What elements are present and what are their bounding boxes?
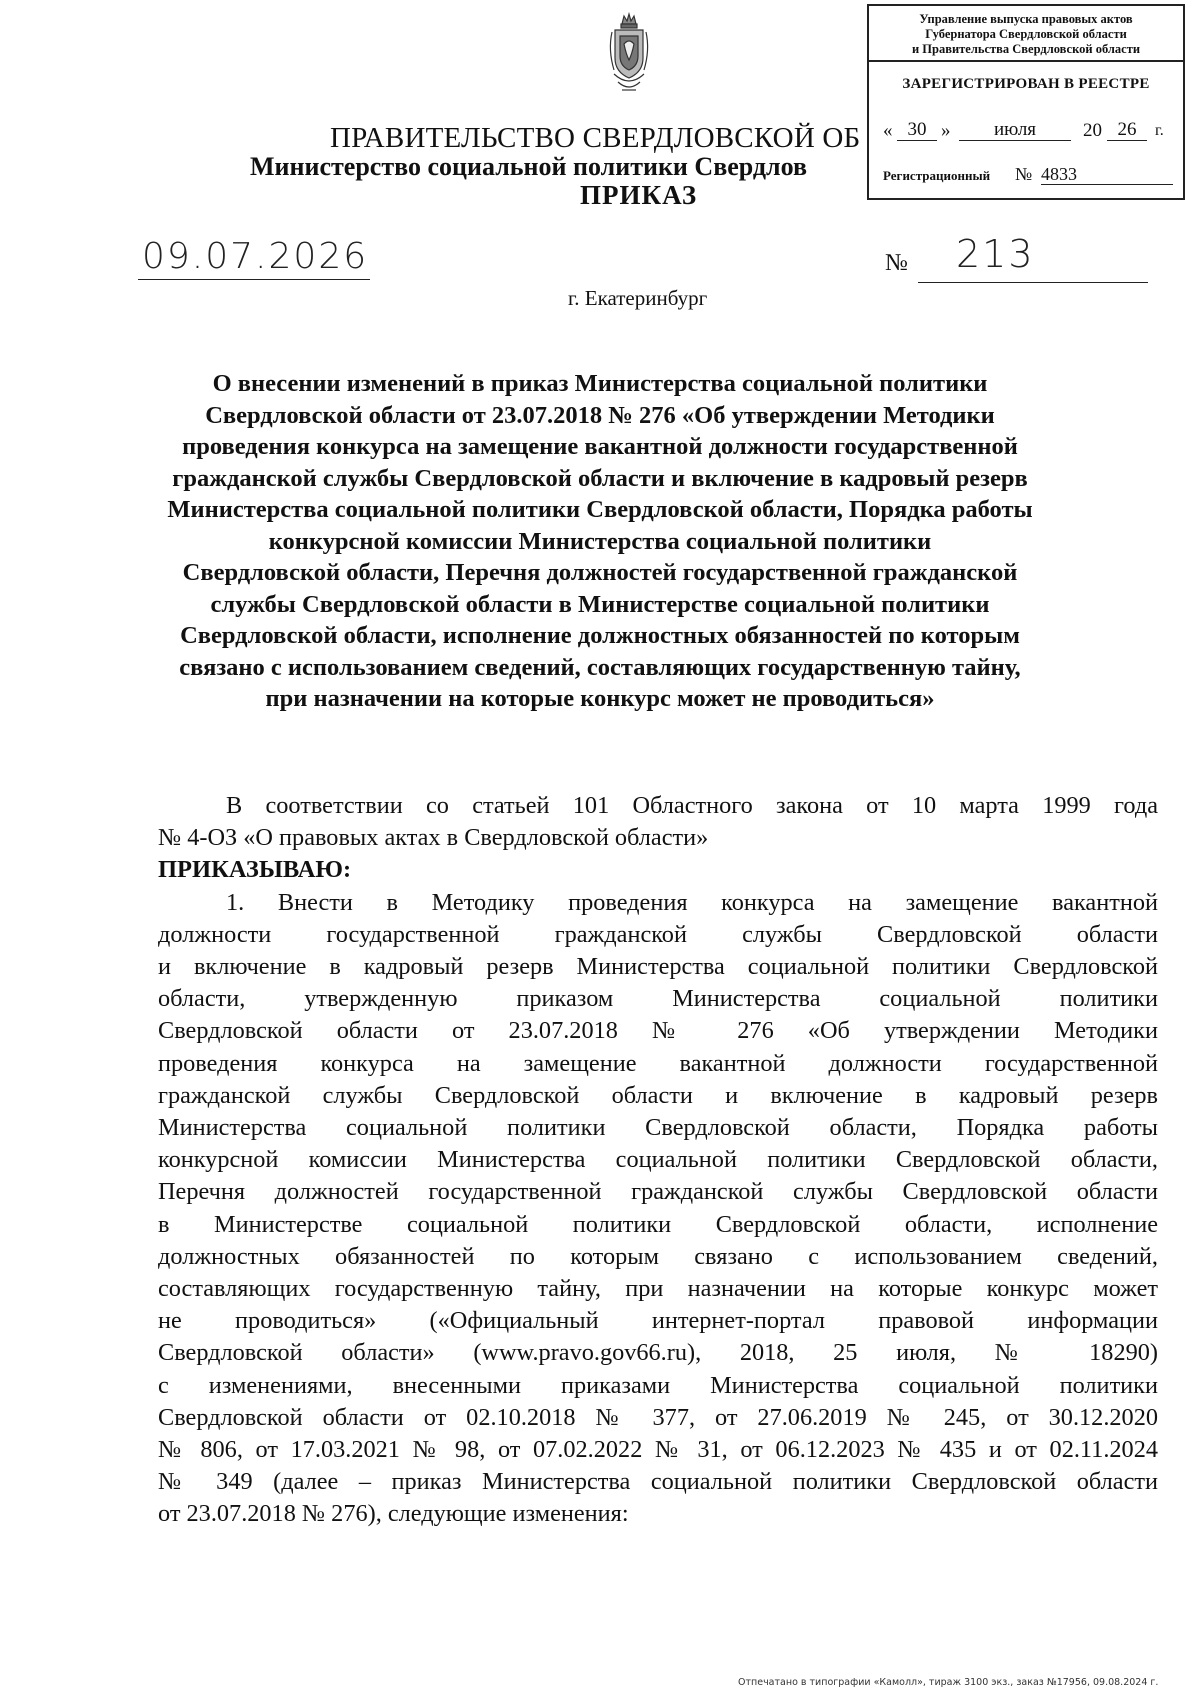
subject-line: при назначении на которые конкурс может не проводиться» <box>265 685 935 712</box>
stamp-issuer-line: Губернатора Свердловской области <box>925 27 1127 41</box>
preamble-line: № 4-ОЗ «О правовых актах в Свердловской области» <box>158 824 709 852</box>
subject-line: связано с использованием сведений, составляющих государственную тайну, <box>179 653 1021 681</box>
government-heading: ПРАВИТЕЛЬСТВО СВЕРДЛОВСКОЙ ОБ <box>330 122 861 154</box>
order-number-sign: № <box>885 250 908 276</box>
item1-line: должности государственной гражданской службы Свердловской области <box>158 920 1158 948</box>
stamp-reg-label: Регистрационный <box>883 168 991 183</box>
city-name: г. Екатеринбург <box>568 286 708 310</box>
item1-line: Перечня должностей государственной гражданской службы Свердловской области <box>158 1178 1158 1206</box>
item1-line: гражданской службы Свердловской области и включение в кадровый резерв <box>158 1081 1158 1109</box>
order-subject-title <box>150 368 1050 715</box>
item1-line: 1. Внести в Методику проведения конкурса на замещение вакантной <box>226 888 1158 916</box>
stamp-reg-no-sign: № <box>1015 164 1033 184</box>
item1-line: не проводиться» («Официальный интернет-портал правовой информации <box>158 1307 1158 1335</box>
stamp-quote-close: » <box>941 120 951 141</box>
registration-stamp <box>867 4 1185 200</box>
subject-line: Свердловской области от 23.07.2018 № 276 «Об утверждении Методики <box>205 401 995 429</box>
item1-line: № 349 (далее – приказ Министерства социальной политики Свердловской области <box>158 1468 1158 1496</box>
item1-line: Свердловской области» (www.pravo.gov66.ru), 2018, 25 июля, № 18290) <box>158 1339 1158 1367</box>
order-number-handwritten: 213 <box>956 232 1035 276</box>
stamp-year-suffix: 26 <box>1107 120 1147 141</box>
stamp-reg-number: 4833 <box>1041 164 1173 185</box>
order-date-handwritten: 09.07.2026 <box>142 236 369 277</box>
item1-line: № 806, от 17.03.2021 № 98, от 07.02.2022 № 31, от 06.12.2023 № 435 и от 02.11.2024 <box>158 1436 1158 1464</box>
stamp-registration-number-row <box>883 164 1179 188</box>
item1-line: Свердловской области от 02.10.2018 № 377, от 27.06.2019 № 245, от 30.12.2020 <box>158 1403 1158 1431</box>
preamble-line: В соответствии со статьей 101 Областного закона от 10 марта 1999 года <box>226 792 1158 819</box>
item1-line: с изменениями, внесенными приказами Министерства социальной политики <box>158 1371 1158 1399</box>
stamp-issuer <box>869 6 1183 62</box>
subject-line: конкурсной комиссии Министерства социальной политики <box>268 527 932 555</box>
date-underline <box>138 279 370 280</box>
subject-line: Свердловской области, исполнение должностных обязанностей по которым <box>180 622 1020 649</box>
stamp-issuer-line: Управление выпуска правовых актов <box>919 12 1133 26</box>
stamp-year-unit: г. <box>1155 122 1164 139</box>
item1-line: составляющих государственную тайну, при назначении на которые конкурс может <box>158 1275 1158 1303</box>
printing-footer: Отпечатано в типографии «Камолл», тираж 3100 экз., заказ №17956, 09.08.2024 г. <box>738 1677 1159 1688</box>
item1-line: Свердловской области от 23.07.2018 № 276 «Об утверждении Методики <box>158 1017 1158 1045</box>
item1-line: области, утвержденную приказом Министерства социальной политики <box>158 985 1158 1013</box>
item1-line: и включение в кадровый резерв Министерства социальной политики Свердловской <box>158 953 1158 981</box>
subject-line: гражданской службы Свердловской области и включение в кадровый резерв <box>172 464 1028 492</box>
document-type-heading: ПРИКАЗ <box>580 180 698 210</box>
stamp-year-prefix: 20 <box>1083 120 1102 141</box>
subject-line: Свердловской области, Перечня должностей государственной гражданской <box>182 559 1018 586</box>
stamp-registration-date <box>883 120 1179 144</box>
stamp-month: июля <box>959 120 1071 141</box>
item1-line: должностных обязанностей по которым связано с использованием сведений, <box>158 1242 1158 1270</box>
ministry-heading: Министерство социальной политики Свердлов <box>250 152 808 181</box>
item1-line: Министерства социальной политики Свердловской области, Порядка работы <box>158 1114 1158 1142</box>
item1-line: проведения конкурса на замещение вакантной должности государственной <box>158 1049 1158 1077</box>
stamp-issuer-line: и Правительства Свердловской области <box>911 42 1141 56</box>
decree-word: ПРИКАЗЫВАЮ: <box>158 856 352 884</box>
stamp-registered-label: ЗАРЕГИСТРИРОВАН В РЕЕСТРЕ <box>902 76 1150 92</box>
item1-line: в Министерстве социальной политики Свердловской области, исполнение <box>158 1210 1158 1238</box>
number-underline <box>918 282 1148 283</box>
item1-line: конкурсной комиссии Министерства социальной политики Свердловской области, <box>158 1146 1158 1174</box>
subject-line: проведения конкурса на замещение вакантной должности государственной <box>182 433 1018 460</box>
coat-of-arms-icon <box>606 10 652 110</box>
subject-line: Министерства социальной политики Свердловской области, Порядка работы <box>167 496 1033 523</box>
item1-line: от 23.07.2018 № 276), следующие изменения: <box>158 1500 629 1528</box>
stamp-quote-open: « <box>883 120 893 141</box>
stamp-day: 30 <box>897 120 937 141</box>
order-body <box>158 790 1158 1531</box>
subject-line: О внесении изменений в приказ Министерства социальной политики <box>212 370 988 397</box>
subject-line: службы Свердловской области в Министерстве социальной политики <box>210 590 990 618</box>
